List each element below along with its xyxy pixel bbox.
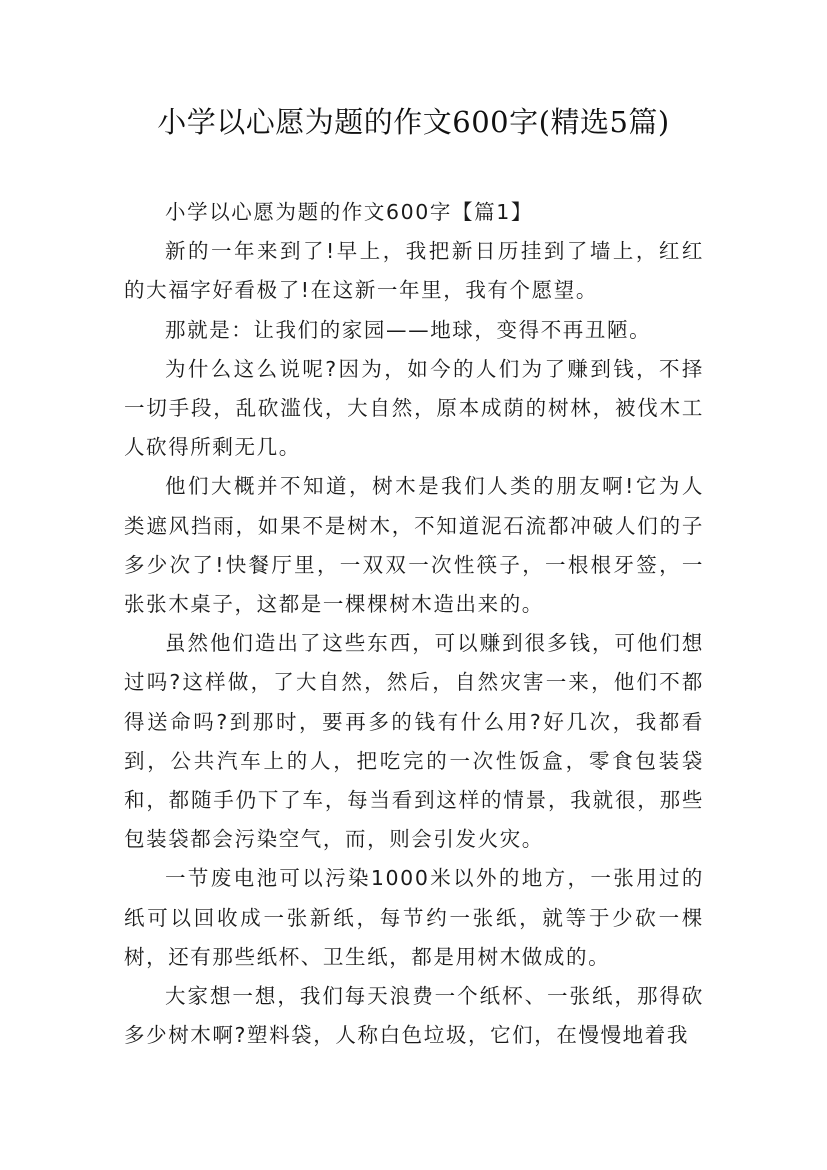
paragraph: 虽然他们造出了这些东西，可以赚到很多钱，可他们想过吗?这样做，了大自然，然后，自然灾害一来，他们不都得送命吗?到那时，要再多的钱有什么用?好几次，我都看到，公共汽车上的人，把吃完的一次性饭盒，零食包装袋和，都随手仍下了车，每当看到这样的情景，我就很，那些包装袋都会污染空气，而，则会引发火灾。 (124, 631, 704, 852)
paragraph: 那就是：让我们的家园——地球，变得不再丑陋。 (165, 317, 652, 342)
paragraph: 大家想一想，我们每天浪费一个纸杯、一张纸，那得砍多少树木啊?塑料袋，人称白色垃圾，它们，在慢慢地着我 (124, 984, 704, 1048)
paragraph: 新的一年来到了!早上，我把新日历挂到了墙上，红红的大福字好看极了!在这新一年里，我有个愿望。 (124, 239, 704, 303)
paragraph: 他们大概并不知道，树木是我们人类的朋友啊!它为人类遮风挡雨，如果不是树木，不知道泥石流都冲破人们的子多少次了!快餐厅里，一双双一次性筷子，一根根牙签，一张张木桌子，这都是一棵棵树木造出来的。 (124, 474, 704, 617)
paragraph: 为什么这么说呢?因为，如今的人们为了赚到钱，不择一切手段，乱砍滥伐，大自然，原本成荫的树林，被伐木工人砍得所剩无几。 (124, 356, 704, 460)
document-body (124, 193, 704, 1055)
document-title: 小学以心愿为题的作文600字(精选5篇) (157, 105, 670, 139)
section-heading: 小学以心愿为题的作文600字【篇1】 (165, 200, 533, 224)
paragraph: 一节废电池可以污染1000米以外的地方，一张用过的纸可以回收成一张新纸，每节约一张纸，就等于少砍一棵树，还有那些纸杯、卫生纸，都是用树木做成的。 (124, 866, 704, 969)
